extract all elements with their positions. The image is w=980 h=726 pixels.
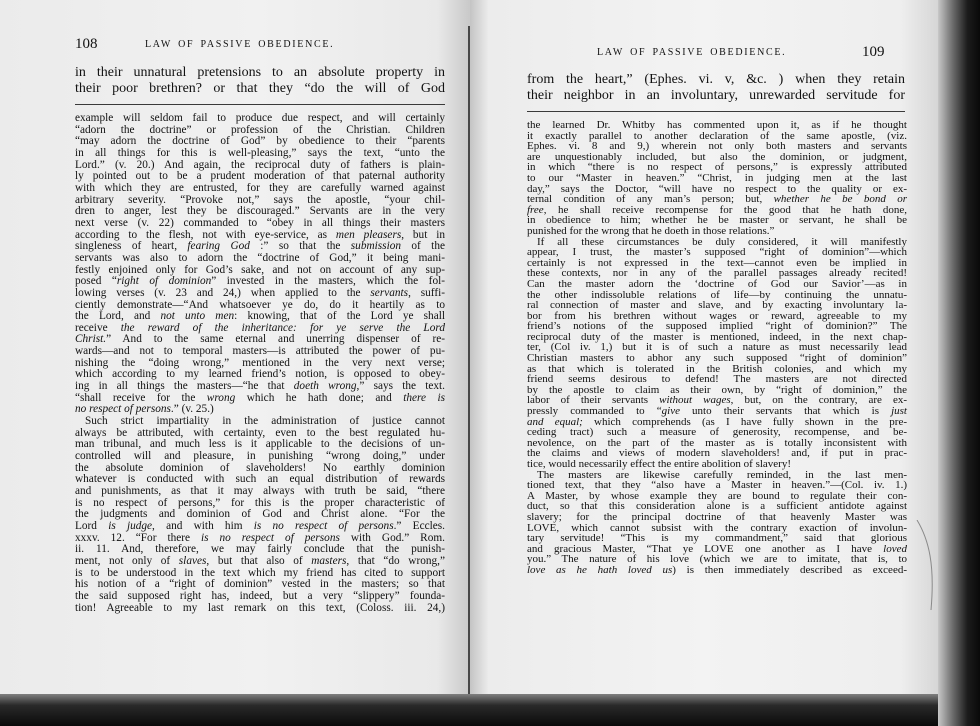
text-line: nishing the “doing wrong,” mentioned in the very next verse; [75, 356, 445, 369]
text-line [75, 556, 445, 568]
text-line: tice, would necessarily effect the entire abolition of slavery! [527, 458, 791, 470]
text-line: tary servitude! “This is my commandment,” said that glorious [527, 532, 907, 545]
text-line: ter, (Col iv. 1,) but it is of such a nature as must necessarily lead [527, 341, 907, 354]
roman-run: , but in [401, 228, 445, 241]
roman-run: ) is then immediately described as exceed- [672, 563, 907, 576]
roman-run: which comprehends (as I have fully shown in the pre- [582, 415, 907, 428]
italic-run: not unto men [160, 310, 235, 323]
paragraph [75, 416, 445, 614]
text-line: it exactly parallel to another declaration of the same apostle, (viz. [527, 129, 907, 142]
roman-run: which he hath done; and [235, 391, 404, 404]
text-line: ciently demonstrate—“And whatsoever ye do, do it heartily as to [75, 298, 445, 311]
roman-run: according to the flesh, not with eye-service, as [75, 228, 336, 241]
book-spine [468, 26, 470, 694]
text-line: If all these circumstances be duly considered, it will manifestly [537, 235, 907, 248]
text-line: friend’s notions of the supposed implied “right of dominion?” The [527, 320, 907, 333]
roman-run: , but, on the contrary, are ex- [730, 394, 908, 407]
text-line: tion! Agreeable to my last remark on this text, (Coloss. iii. 24,) [75, 601, 445, 614]
body-text [527, 72, 905, 104]
italic-run: free [527, 203, 544, 216]
text-line [75, 288, 445, 300]
text-line: in their unnatural pretensions to an absolute property in [75, 65, 445, 80]
text-line: in obedience to him; whether he be master or servant, he shall be [527, 214, 907, 227]
book-edge [938, 0, 980, 726]
italic-run: is no respect of persons [201, 531, 340, 544]
text-line: wards—and not to temporal masters—is attributed the power of pu- [75, 345, 445, 358]
italic-run: wrong [206, 391, 236, 404]
text-line: the said supposed right has, indeed, but a very “slippery” founda- [75, 589, 445, 602]
text-line: by the apostle to claim as their own, by “right of dominion,” the [527, 383, 907, 396]
roman-run: lowing verses (v. 23 and 24,) when applied to the [75, 286, 371, 299]
roman-run: xxxv. 12. “For there [75, 531, 201, 544]
text-line: the other indissoluble relations of life—by continuing the unnatu- [527, 288, 907, 301]
paragraph [527, 237, 907, 470]
italic-run: loved [883, 542, 907, 555]
italic-run: Christ. [75, 333, 107, 346]
footnote-rule [75, 104, 445, 105]
text-line: The masters are likewise carefully reminded, in the last men- [537, 468, 907, 481]
text-line: these contexts, nor in any of the parallel passages already recited! [527, 267, 907, 280]
text-line: day,” says the Doctor, “will have no respect to the quality or ex- [527, 182, 907, 195]
text-line: Lord.” (v. 20.) And again, the reciprocal duty of fathers is plain- [75, 158, 445, 171]
paragraph [527, 120, 907, 237]
text-line: whatever is conducted with such an equal distribution of rewards [75, 473, 445, 486]
roman-run: .” Eccles. [393, 519, 445, 532]
text-line: the judgments and dominion of God and Christ alone. “For the [75, 508, 445, 521]
paragraph [75, 113, 445, 416]
italic-run: without wages [659, 394, 731, 407]
text-line: are unquestionably included, but also the dominion, or judgment, [527, 150, 907, 163]
body-text [75, 65, 445, 97]
text-line: slavery; for the principal doctrine of that heavenly Master was [527, 510, 907, 523]
roman-run: of the [401, 240, 445, 253]
italic-run: give [661, 405, 680, 418]
text-line: dren to anger, lest they be discouraged.” Servants are in the very [75, 205, 445, 218]
italic-run: the reward of the inheritance: for ye serve the Lord [120, 321, 445, 334]
text-line: appear, I trust, the master’s supposed “right of dominion”—which [527, 246, 907, 259]
text-line: controlled will and pleasure, in punishing “wrong doing,” under [75, 450, 445, 463]
text-line: friend seems desirous to defend! The masters are not directed [527, 373, 907, 386]
text-line: ral connection of master and slave, and by exacting involuntary la- [527, 299, 907, 312]
text-line: bor from his brethren without wages or reward, agreeable to my [527, 309, 907, 322]
text-line: reciprocal duty of the master is mentioned, indeed, in the next chap- [527, 330, 907, 343]
roman-run: unto their servants that which is [679, 405, 892, 418]
text-line: his notion of a “right of dominion” vested in the masters; so that [75, 578, 445, 591]
text-line: servants was also to adorn the “doctrine of God,” it being mani- [75, 251, 445, 264]
roman-run: with God.” Rom. [339, 531, 445, 544]
text-line: tioned text, that they “also have a Master in heaven.”—(Col. iv. 1.) [527, 479, 907, 492]
running-head: LAW OF PASSIVE OBEDIENCE. [597, 47, 787, 58]
roman-run: receive [75, 321, 121, 334]
text-line: ii. 11. And, therefore, we may fairly conclude that the punish- [75, 543, 445, 556]
text-line: next verse (v. 22) commanded to “obey in all things their masters [75, 216, 445, 229]
italic-run: submission [350, 240, 401, 253]
footnote [527, 120, 907, 576]
text-line: in which “there is no respect of persons,” is expressly attributed [527, 161, 907, 174]
italic-run: doeth wrong [293, 380, 357, 393]
left-page [0, 0, 470, 694]
roman-run: ment, not only of [75, 554, 179, 567]
italic-run: masters [311, 554, 347, 567]
text-line: festly enjoined only for God’s sake, and not on account of any sup- [75, 263, 445, 276]
text-line: LOVE, which cannot subsist with the contrary exaction of involun- [527, 521, 907, 534]
italic-run: is no respect of persons [253, 519, 394, 532]
italic-run: servants [370, 286, 409, 299]
text-line: Christian masters to abhor any such supposed “right of dominion” [527, 352, 907, 365]
italic-run: slaves [178, 554, 207, 567]
italic-run: right of dominion [116, 275, 212, 288]
italic-run: is judge [108, 519, 153, 532]
text-line: duct, so that this consideration alone is a sufficient antidote against [527, 500, 907, 513]
text-line: is to be understood in the text which my friend has cited to support [75, 566, 445, 579]
text-line: the claims and views of modern slaveholders! and, if put in prac- [527, 447, 907, 460]
roman-run: : knowing, that of the Lord ye shall [234, 310, 445, 323]
roman-run: and gracious Master, “That ye LOVE one another as I have [527, 542, 884, 555]
roman-run: the Lord, and [75, 310, 161, 323]
roman-run: labor of their servants [527, 394, 660, 407]
text-line: with which they are entrusted, for they are carefully warned against [75, 181, 445, 194]
roman-run: ternal condition of any man’s person; but, [527, 193, 774, 206]
text-line: is no respect of persons,” for this is the proper characteristic of [75, 496, 445, 509]
text-line: nevolence, on the part of the master as is totally inconsistent with [527, 436, 907, 449]
text-line: Ephes. vi. 8 and 9,) wherein not only both masters and servants [527, 140, 907, 153]
text-line: always be attributed, with certainty, even to the best regulated hu- [75, 426, 445, 439]
italic-run: no respect of persons [75, 403, 171, 416]
roman-run: Lord [75, 519, 109, 532]
scan-bottom-edge [0, 694, 938, 726]
text-line: to our “Master in heaven.” “Christ, in judging men at the last [527, 171, 907, 184]
italic-run: just [891, 405, 907, 418]
text-line: A Master, by whose example they are bound to regulate their con- [527, 489, 907, 502]
italic-run: there is [403, 391, 445, 404]
text-line: as that which is tolerated in the British colonies, and which my [527, 362, 907, 375]
text-line: ceding tract) such a measure of generosity, recompense, and be- [527, 426, 907, 439]
text-line: you.” The nature of his love (which we are to imitate, that is, to [527, 553, 907, 566]
roman-run: , he shall receive recompense for the good that he hath done, [543, 203, 907, 216]
italic-run: and equal; [527, 415, 583, 428]
roman-run: ing in all things the masters—“he that [75, 380, 294, 393]
text-line: the absolute dominion of slaveholders! No earthly dominion [75, 461, 445, 474]
page-curl-edge [915, 520, 939, 610]
roman-run: ” And to the same eternal and unerring dispenser of re- [106, 333, 445, 346]
italic-run: fearing God [187, 240, 250, 253]
text-line: arbitrary severity. “Provoke not,” says the apostle, “your chil- [75, 193, 445, 206]
roman-run: singleness of heart, [75, 240, 188, 253]
text-line: and punishments, as that it may always with truth be said, “there [75, 485, 445, 497]
italic-run: whether he be bond or [773, 193, 907, 206]
roman-run: :” so that the [249, 240, 351, 253]
roman-run: ,” says the text. [356, 380, 445, 393]
paragraph [527, 470, 907, 576]
text-line: their poor brethren? or that they “do the will of God [75, 81, 445, 96]
paragraph [75, 65, 445, 97]
roman-run: , that “do wrong,” [346, 554, 445, 567]
text-line: Can the master adorn the ‘doctrine of God our Savior’—as in [527, 277, 907, 290]
footnote-rule [527, 111, 905, 112]
footnote [75, 113, 445, 614]
text-line: “may adorn the doctrine of God” by obedience to their “parents [75, 135, 445, 148]
text-line: from the heart,” (Ephes. vi. v, &c. ) when they retain [527, 72, 905, 87]
roman-run: pressly commanded to “ [527, 405, 662, 418]
text-line: example will seldom fail to produce due respect, and will certainly [75, 112, 445, 124]
italic-run: men pleasers [335, 228, 402, 241]
italic-run: love as he hath loved us [527, 563, 673, 576]
page-number: 108 [75, 36, 98, 52]
roman-run: posed “ [75, 275, 117, 288]
text-line: their neighbor in an involuntary, unrewarded servitude for [527, 88, 905, 103]
roman-run: .” (v. 25.) [170, 403, 214, 416]
text-line: punished for the wrong that he doeth in those relations.” [527, 224, 775, 237]
text-line: which according to my learned friend’s notion, is opposed to obey- [75, 368, 445, 381]
running-head: LAW OF PASSIVE OBEDIENCE. [145, 39, 335, 50]
text-line: man tribunal, and much less is it applicable to the decisions of un- [75, 438, 445, 451]
text-line: in all things for this is well-pleasing,” says the text, “unto the [75, 146, 445, 159]
text-line: the learned Dr. Whitby has commented upon it, as if he thought [527, 119, 907, 131]
text-line: Such strict impartiality in the administration of justice cannot [85, 415, 445, 428]
text-line: certainly is not expressed in the text—cannot even be implied in [527, 256, 907, 269]
roman-run: “shall receive for the [75, 391, 207, 404]
roman-run: , suffi- [408, 286, 446, 299]
text-line [527, 565, 907, 576]
paragraph [527, 72, 905, 104]
roman-run: , and with him [152, 519, 254, 532]
text-line: “adorn the doctrine” or profession of the Christian. Children [75, 123, 445, 136]
roman-run: ” invested in the masters, which the fol- [211, 275, 445, 288]
text-line: ly pointed out to be a prudent moderation of that paternal authority [75, 170, 445, 183]
right-page [470, 0, 938, 698]
roman-run: , but that also of [206, 554, 312, 567]
page-number: 109 [862, 44, 885, 60]
